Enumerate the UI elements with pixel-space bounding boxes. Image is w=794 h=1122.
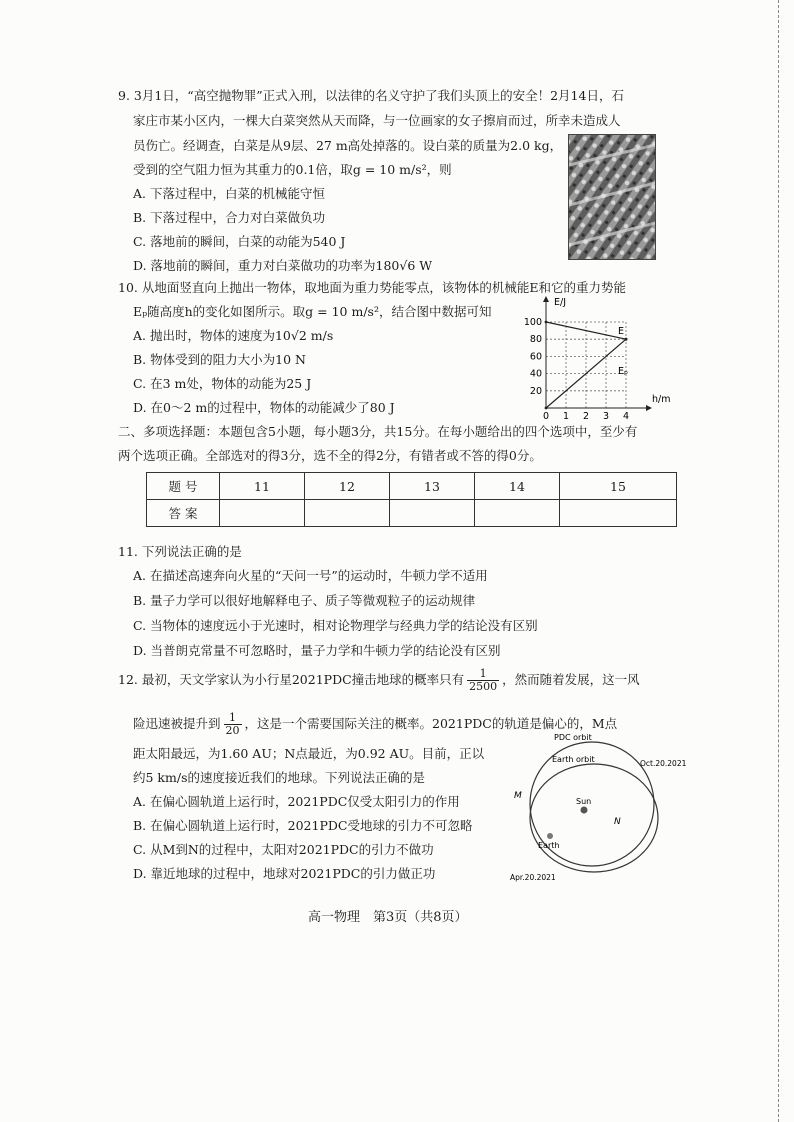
q12-line3: 距太阳最远，为1.60 AU；N点最近，为0.92 AU。目前，正以 (133, 746, 485, 761)
q12-option-a: A. 在偏心圆轨道上运行时，2021PDC仅受太阳引力的作用 (133, 794, 460, 809)
y-tick-label: 40 (529, 368, 542, 380)
q11-option-d: D. 当普朗克常量不可忽略时，量子力学和牛顿力学的结论没有区别 (133, 643, 501, 658)
q9-option-b: B. 下落过程中，合力对白菜做负功 (133, 210, 326, 225)
q9-line2: 家庄市某小区内，一棵大白菜突然从天而降，与一位画家的女子擦肩而过，所幸未造成人 (133, 113, 621, 128)
q9-option-c: C. 落地前的瞬间，白菜的动能为540 J (133, 234, 346, 249)
y-tick-label: 60 (529, 351, 542, 363)
table-number-15: 15 (560, 473, 677, 500)
q9-line1: 9. 3月1日，“高空抛物罪”正式入刑，以法律的名义守护了我们头顶上的安全！2月14日，石 (118, 88, 624, 103)
section2-line2: 两个选项正确。全部选对的得3分，选不全的得2分，有错者或不答的得0分。 (118, 448, 542, 463)
answer-cell-12[interactable] (305, 500, 390, 527)
q10-option-a: A. 抛出时，物体的速度为10√2 m/s (133, 328, 334, 343)
energy-height-chart (518, 294, 676, 420)
fraction-1-20: $\frac{1}{20}$ (225, 711, 240, 737)
x-tick-label: 4 (622, 411, 630, 420)
q12-option-b: B. 在偏心圆轨道上运行时，2021PDC受地球的引力不可忽略 (133, 818, 473, 833)
x-axis-label: h/m (652, 394, 671, 405)
table-number-11: 11 (220, 473, 305, 500)
chart-grid (546, 322, 629, 408)
series-label-ep: Eₚ (618, 366, 629, 377)
point-m-label: M (514, 791, 522, 801)
q11-stem: 11. 下列说法正确的是 (118, 544, 242, 559)
earth-orbit-ellipse (530, 764, 658, 872)
q12-option-d: D. 靠近地球的过程中，地球对2021PDC的引力做正功 (133, 866, 436, 881)
series-line-e (546, 322, 626, 339)
q12-option-c: C. 从M到N的过程中，太阳对2021PDC的引力不做功 (133, 842, 434, 857)
x-axis-arrow (646, 405, 652, 411)
q11-option-a: A. 在描述高速奔向火星的“天问一号”的运动时，牛顿力学不适用 (133, 568, 488, 583)
answer-cell-15[interactable] (560, 500, 677, 527)
table-number-12: 12 (305, 473, 390, 500)
q9-option-d: D. 落地前的瞬间，重力对白菜做功的功率为180√6 W (133, 258, 433, 273)
q12-line1 (118, 668, 640, 693)
y-axis-arrow (543, 296, 549, 302)
x-tick-label: 1 (562, 411, 570, 420)
table-header-label: 题 号 (147, 473, 220, 500)
q10-line2: Eₚ随高度h的变化如图所示。取g = 10 m/s²，结合图中数据可知 (133, 304, 492, 319)
x-tick-label: 0 (542, 411, 550, 420)
answer-cell-11[interactable] (220, 500, 305, 527)
pdc-orbit-label: PDC orbit (554, 733, 592, 742)
q11-option-c: C. 当物体的速度远小于光速时，相对论物理学与经典力学的结论没有区别 (133, 618, 538, 633)
y-axis-label: E/J (554, 297, 567, 308)
q9-line3: 员伤亡。经调查，白菜是从9层、27 m高处掉落的。设白菜的质量为2.0 kg， (133, 138, 563, 153)
q10-option-d: D. 在0～2 m的过程中，物体的动能减少了80 J (133, 400, 395, 415)
sun-icon (581, 807, 588, 814)
q11-option-b: B. 量子力学可以很好地解释电子、质子等微观粒子的运动规律 (133, 593, 476, 608)
q9-option-a: A. 下落过程中，白菜的机械能守恒 (133, 186, 325, 201)
q10-option-b: B. 物体受到的阻力大小为10 N (133, 352, 306, 367)
point-n-label: N (614, 817, 621, 827)
q12-line2-text-b: ，这是一个需要国际关注的概率。2021PDC的轨道是偏心的，M点 (244, 716, 618, 731)
q10-option-c: C. 在3 m处，物体的动能为25 J (133, 376, 312, 391)
data-point-ep (545, 407, 548, 410)
x-tick-label: 2 (582, 411, 590, 420)
y-tick-label: 80 (529, 334, 542, 346)
page-fold-edge (778, 0, 779, 1122)
table-row (147, 500, 677, 527)
q12-line2-text-a: 险迅速被提升到 (133, 716, 221, 731)
table-answer-label: 答 案 (147, 500, 220, 527)
q10-line1: 10. 从地面竖直向上抛出一物体，取地面为重力势能零点，该物体的机械能E和它的重力势能 (118, 280, 626, 295)
earth-orbit-label: Earth orbit (552, 755, 595, 764)
data-point-ep (625, 338, 628, 341)
section2-line1: 二、多项选择题：本题包含5小题，每小题3分，共15分。在每小题给出的四个选项中，至少有 (118, 424, 638, 439)
q12-line1-text-a: 12. 最初，天文学家认为小行星2021PDC撞击地球的概率只有 (118, 672, 465, 687)
q12-line4: 约5 km/s的速度接近我们的地球。下列说法正确的是 (133, 770, 425, 785)
page-footer: 高一物理 第3页（共8页） (308, 910, 468, 925)
fraction-1-2500: $\frac{1}{2500}$ (469, 667, 498, 693)
earth-icon (547, 833, 553, 839)
y-tick-label: 20 (529, 385, 542, 397)
cabbage-photo (568, 134, 656, 260)
table-row (147, 473, 677, 500)
table-number-13: 13 (390, 473, 475, 500)
answer-cell-14[interactable] (475, 500, 560, 527)
answer-cell-13[interactable] (390, 500, 475, 527)
series-label-e: E (618, 326, 625, 337)
date-oct-label: Oct.20.2021 (640, 759, 687, 768)
q9-line4: 受到的空气阻力恒为其重力的0.1倍，取g = 10 m/s²，则 (133, 162, 452, 177)
answer-table (146, 472, 677, 527)
sun-label: Sun (576, 797, 592, 806)
date-apr-label: Apr.20.2021 (510, 873, 556, 882)
data-point-e (545, 321, 548, 324)
orbit-diagram (492, 730, 710, 884)
q12-line1-text-b: ，然而随着发展，这一风 (502, 672, 640, 687)
table-number-14: 14 (475, 473, 560, 500)
x-tick-label: 3 (602, 411, 610, 420)
earth-label: Earth (538, 841, 560, 850)
y-tick-label: 100 (523, 317, 542, 328)
